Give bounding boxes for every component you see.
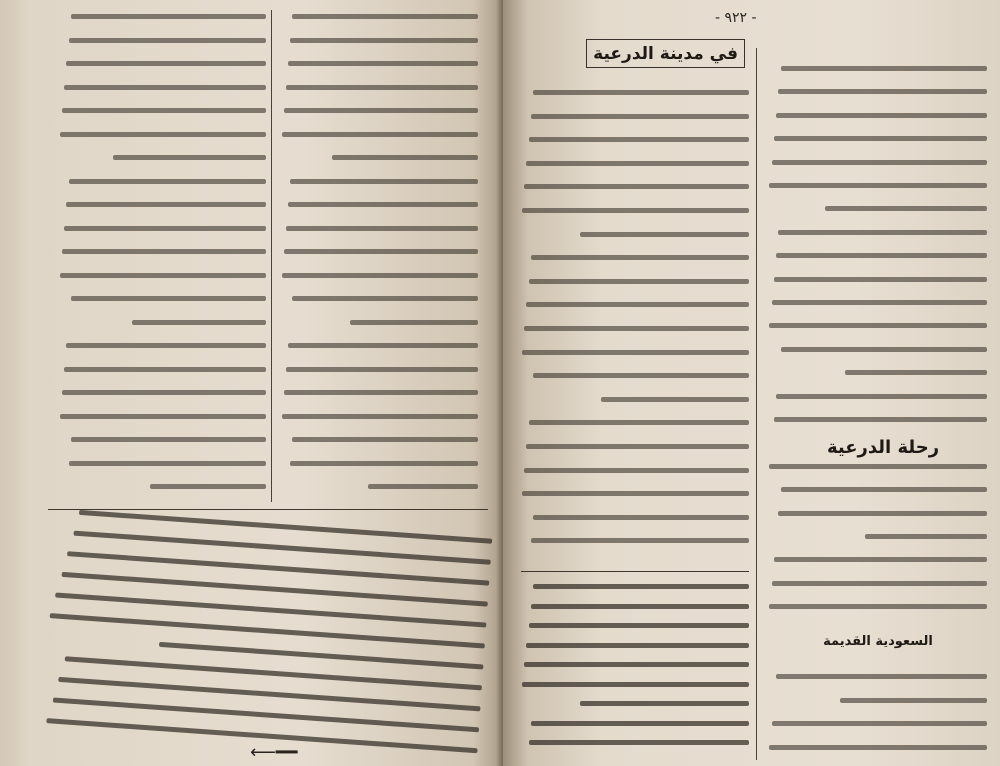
text-line-placeholder — [524, 326, 749, 331]
text-line-placeholder — [529, 623, 749, 628]
text-line-placeholder — [529, 420, 749, 425]
text-line-placeholder — [292, 14, 478, 19]
text-line-placeholder — [776, 674, 987, 679]
text-line-placeholder — [531, 114, 749, 119]
text-line-placeholder — [62, 390, 266, 395]
text-line-placeholder — [286, 226, 478, 231]
text-line-placeholder — [522, 350, 749, 355]
text-line-placeholder — [71, 296, 266, 301]
text-line-placeholder — [290, 38, 478, 43]
text-line-placeholder — [350, 320, 478, 325]
text-line-placeholder — [292, 296, 478, 301]
text-line-placeholder — [533, 584, 749, 589]
text-line-placeholder — [776, 394, 987, 399]
text-line-placeholder — [332, 155, 478, 160]
text-line-placeholder — [781, 347, 987, 352]
text-line-placeholder — [772, 581, 987, 586]
text-line-placeholder — [531, 538, 749, 543]
text-line-placeholder — [60, 132, 266, 137]
text-line-placeholder — [526, 444, 749, 449]
text-line-placeholder — [531, 721, 749, 726]
text-line-placeholder — [781, 487, 987, 492]
text-line-placeholder — [60, 273, 266, 278]
text-line-placeholder — [529, 740, 749, 745]
text-line-placeholder — [66, 202, 266, 207]
text-line-placeholder — [524, 468, 749, 473]
text-line-placeholder — [62, 108, 266, 113]
page-number: - ٩٢٢ - — [715, 10, 757, 26]
text-line-placeholder — [71, 437, 266, 442]
text-line-placeholder — [66, 343, 266, 348]
text-line-placeholder — [774, 417, 987, 422]
heading-trip-text: رحلة الدرعية — [826, 437, 940, 458]
footnote-separator — [521, 571, 749, 572]
text-line-placeholder — [286, 367, 478, 372]
heading-city-text: في مدينة الدرعية — [586, 39, 745, 68]
text-line-placeholder — [282, 132, 478, 137]
text-line-placeholder — [533, 373, 749, 378]
text-line-placeholder — [64, 85, 266, 90]
text-line-placeholder — [64, 367, 266, 372]
text-line-placeholder — [778, 89, 987, 94]
right-page-footnote — [517, 580, 749, 760]
text-line-placeholder — [290, 179, 478, 184]
text-line-placeholder — [865, 534, 987, 539]
text-line-placeholder — [60, 414, 266, 419]
left-page-right-column — [278, 8, 478, 508]
text-line-placeholder — [533, 515, 749, 520]
text-line-placeholder — [113, 155, 266, 160]
text-line-placeholder — [769, 323, 987, 328]
left-page-left-column — [56, 8, 266, 508]
text-line-placeholder — [288, 61, 478, 66]
text-line-placeholder — [132, 320, 266, 325]
text-line-placeholder — [286, 85, 478, 90]
text-line-placeholder — [772, 721, 987, 726]
text-line-placeholder — [71, 14, 266, 19]
text-line-placeholder — [282, 414, 478, 419]
text-line-placeholder — [769, 464, 987, 469]
text-line-placeholder — [580, 701, 749, 706]
right-page-right-column — [765, 60, 987, 760]
text-line-placeholder — [778, 230, 987, 235]
text-line-placeholder — [769, 183, 987, 188]
text-line-placeholder — [282, 273, 478, 278]
text-line-placeholder — [772, 300, 987, 305]
text-line-placeholder — [601, 397, 749, 402]
text-line-placeholder — [825, 206, 987, 211]
text-line-placeholder — [776, 253, 987, 258]
column-divider — [271, 10, 272, 502]
text-line-placeholder — [284, 390, 478, 395]
right-page — [503, 0, 1000, 766]
text-line-placeholder — [69, 179, 266, 184]
text-line-placeholder — [64, 226, 266, 231]
text-line-placeholder — [529, 279, 749, 284]
text-line-placeholder — [288, 343, 478, 348]
text-line-placeholder — [526, 643, 749, 648]
text-line-placeholder — [284, 249, 478, 254]
text-line-placeholder — [774, 136, 987, 141]
text-line-placeholder — [580, 232, 749, 237]
text-line-placeholder — [284, 108, 478, 113]
text-line-placeholder — [368, 484, 478, 489]
text-line-placeholder — [774, 557, 987, 562]
text-line-placeholder — [769, 604, 987, 609]
text-line-placeholder — [526, 161, 749, 166]
text-line-placeholder — [288, 202, 478, 207]
text-line-placeholder — [772, 160, 987, 165]
text-line-placeholder — [529, 137, 749, 142]
text-line-placeholder — [524, 184, 749, 189]
text-line-placeholder — [290, 461, 478, 466]
right-page-left-column — [517, 84, 749, 564]
left-arrow-icon: ⟵━━ — [250, 742, 298, 763]
column-divider — [756, 48, 757, 760]
text-line-placeholder — [778, 511, 987, 516]
text-line-placeholder — [526, 302, 749, 307]
text-line-placeholder — [781, 66, 987, 71]
text-line-placeholder — [769, 745, 987, 750]
text-line-placeholder — [522, 491, 749, 496]
text-line-placeholder — [531, 604, 749, 609]
text-line-placeholder — [522, 682, 749, 687]
text-line-placeholder — [292, 437, 478, 442]
text-line-placeholder — [533, 90, 749, 95]
heading-city — [595, 44, 745, 64]
text-line-placeholder — [69, 38, 266, 43]
text-line-placeholder — [845, 370, 987, 375]
text-line-placeholder — [774, 277, 987, 282]
text-line-placeholder — [150, 484, 266, 489]
text-line-placeholder — [840, 698, 987, 703]
text-line-placeholder — [776, 113, 987, 118]
text-line-placeholder — [66, 61, 266, 66]
text-line-placeholder — [522, 208, 749, 213]
text-line-placeholder — [62, 249, 266, 254]
text-line-placeholder — [531, 255, 749, 260]
text-line-placeholder — [524, 662, 749, 667]
heading-old-diriyah-text: السعودية القديمة — [823, 634, 933, 649]
left-page-footnotes — [32, 500, 493, 766]
text-line-placeholder — [69, 461, 266, 466]
